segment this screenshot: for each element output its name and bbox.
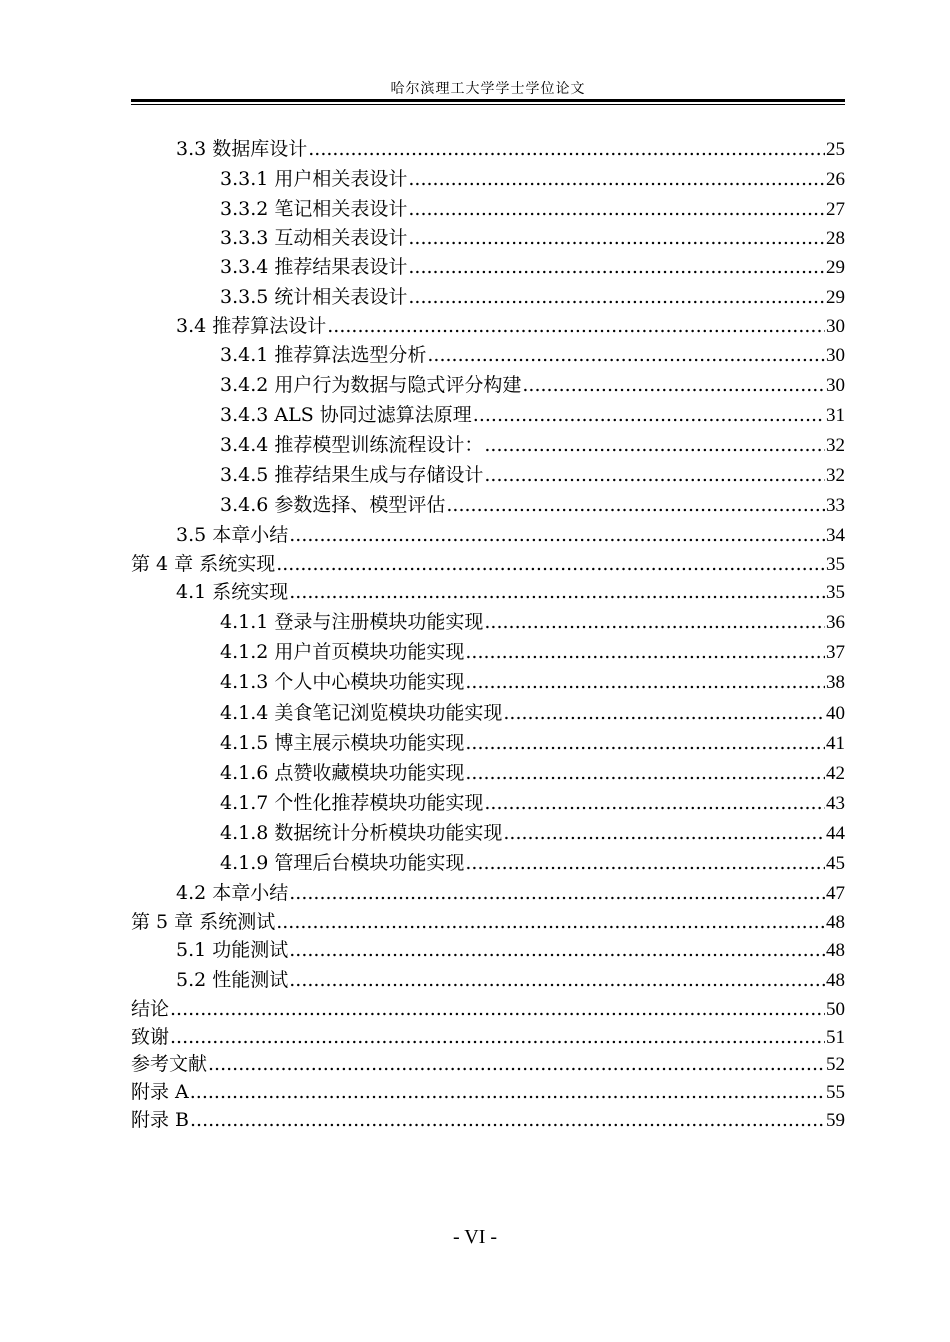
toc-entry-page: 35 [826,582,845,603]
toc-entry[interactable] [220,667,845,694]
header-rule-thin [131,104,845,105]
toc-entry-label: 4.1.6 点赞收藏模块功能实现 [220,762,465,784]
toc-leader [289,939,825,961]
toc-leader [190,1081,825,1103]
toc-entry-label: 4.1.2 用户首页模块功能实现 [220,641,465,663]
toc-entry-page: 33 [826,495,845,516]
toc-entry[interactable] [176,965,845,992]
toc-leader [465,732,825,754]
toc-leader [484,611,825,633]
toc-entry[interactable] [220,698,845,725]
toc-leader [503,702,825,724]
toc-entry[interactable] [220,788,845,815]
toc-entry-page: 32 [826,465,845,486]
toc-entry-page: 27 [826,199,845,220]
toc-entry-page: 48 [826,940,845,961]
toc-entry[interactable] [220,164,845,191]
toc-entry-page: 44 [826,823,845,844]
toc-entry-label: 4.1.3 个人中心模块功能实现 [220,671,465,693]
toc-entry-label: 4.1.4 美食笔记浏览模块功能实现 [220,702,503,724]
page-header-title: 哈尔滨理工大学学士学位论文 [390,81,586,97]
toc-entry-page: 31 [826,405,845,426]
toc-entry-page: 47 [826,883,845,904]
toc-entry[interactable] [220,194,845,221]
toc-entry[interactable] [220,490,845,517]
toc-entry-page: 36 [826,612,845,633]
toc-entry-label: 5.1 功能测试 [176,939,289,961]
toc-entry[interactable] [131,549,845,576]
toc-entry-label: 附录 B [131,1109,190,1131]
toc-entry[interactable] [220,430,845,457]
toc-entry-page: 38 [826,672,845,693]
toc-entry[interactable] [220,460,845,487]
toc-entry[interactable] [176,311,845,338]
toc-entry-page: 30 [826,345,845,366]
toc-entry[interactable] [131,1022,845,1049]
toc-leader [276,911,825,933]
toc-entry-label: 3.4.6 参数选择、模型评估 [220,494,446,516]
toc-entry[interactable] [220,607,845,634]
toc-entry[interactable] [220,223,845,250]
toc-entry-page: 25 [826,139,845,160]
toc-entry-label: 第 4 章 系统实现 [131,553,276,575]
toc-entry[interactable] [176,134,845,161]
toc-entry[interactable] [176,878,845,905]
toc-entry-label: 3.5 本章小结 [176,524,289,546]
toc-entry-page: 30 [826,375,845,396]
toc-entry-page: 34 [826,525,845,546]
toc-entry-label: 3.4.4 推荐模型训练流程设计： [220,434,484,456]
toc-entry-label: 3.3.3 互动相关表设计 [220,227,408,249]
toc-entry[interactable] [220,370,845,397]
toc-entry[interactable] [176,935,845,962]
toc-entry-page: 42 [826,763,845,784]
toc-leader [327,315,825,337]
toc-entry[interactable] [220,400,845,427]
toc-leader [408,198,825,220]
toc-leader [289,581,825,603]
toc-entry-page: 30 [826,316,845,337]
toc-entry-page: 45 [826,853,845,874]
toc-entry-page: 28 [826,228,845,249]
toc-entry[interactable] [131,907,845,934]
toc-leader [408,168,825,190]
toc-leader [484,464,825,486]
toc-entry[interactable] [220,340,845,367]
toc-entry-page: 55 [826,1082,845,1103]
toc-leader [190,1109,825,1131]
toc-leader [484,792,825,814]
header-rule-thick [131,99,845,102]
toc-entry[interactable] [176,520,845,547]
toc-entry[interactable] [220,818,845,845]
toc-leader [465,762,825,784]
toc-entry-label: 参考文献 [131,1053,208,1075]
toc-entry[interactable] [131,1049,845,1076]
toc-entry-label: 3.3.4 推荐结果表设计 [220,256,408,278]
toc-entry-label: 3.4 推荐算法设计 [176,315,327,337]
toc-entry-page: 26 [826,169,845,190]
toc-leader [408,286,825,308]
toc-leader [170,1026,825,1048]
toc-entry[interactable] [220,728,845,755]
toc-entry[interactable] [220,758,845,785]
toc-leader [308,138,825,160]
toc-entry-page: 52 [826,1054,845,1075]
toc-entry[interactable] [220,848,845,875]
toc-entry-page: 43 [826,793,845,814]
toc-leader [408,227,825,249]
toc-entry-page: 35 [826,554,845,575]
toc-entry-page: 32 [826,435,845,456]
toc-leader [484,434,825,456]
toc-entry[interactable] [220,282,845,309]
toc-entry-label: 3.4.2 用户行为数据与隐式评分构建 [220,374,522,396]
toc-entry[interactable] [131,1077,845,1104]
toc-entry-label: 3.3 数据库设计 [176,138,308,160]
toc-leader [289,524,825,546]
toc-entry-label: 第 5 章 系统测试 [131,911,276,933]
toc-leader [522,374,825,396]
toc-entry-label: 附录 A [131,1081,189,1103]
toc-entry[interactable] [220,637,845,664]
toc-leader [289,882,825,904]
toc-leader [427,344,825,366]
toc-leader [465,641,825,663]
toc-entry-label: 3.4.1 推荐算法选型分析 [220,344,427,366]
toc-entry-label: 3.3.5 统计相关表设计 [220,286,408,308]
toc-entry-label: 4.2 本章小结 [176,882,289,904]
toc-leader [473,404,825,426]
toc-entry[interactable] [131,994,845,1021]
toc-entry-label: 4.1 系统实现 [176,581,289,603]
toc-entry[interactable] [131,1105,845,1132]
toc-leader [503,822,825,844]
toc-leader [465,671,825,693]
toc-entry-page: 48 [826,970,845,991]
toc-entry-page: 48 [826,912,845,933]
toc-entry-label: 4.1.1 登录与注册模块功能实现 [220,611,484,633]
toc-leader [446,494,825,516]
toc-entry-page: 59 [826,1110,845,1131]
toc-entry-label: 4.1.5 博主展示模块功能实现 [220,732,465,754]
toc-leader [170,998,825,1020]
toc-leader [408,256,825,278]
toc-leader [208,1053,825,1075]
toc-entry-label: 4.1.8 数据统计分析模块功能实现 [220,822,503,844]
toc-entry-label: 3.4.3 ALS 协同过滤算法原理 [220,404,472,426]
toc-entry-label: 3.4.5 推荐结果生成与存储设计 [220,464,484,486]
toc-leader [465,852,825,874]
page-number: - VI - [452,1226,498,1248]
toc-entry-label: 4.1.7 个性化推荐模块功能实现 [220,792,484,814]
toc-entry[interactable] [176,577,845,604]
toc-entry-page: 29 [826,287,845,308]
toc-leader [276,553,825,575]
toc-entry-label: 结论 [131,998,170,1020]
toc-entry-page: 40 [826,703,845,724]
toc-entry-label: 3.3.2 笔记相关表设计 [220,198,408,220]
toc-entry-page: 37 [826,642,845,663]
toc-entry-page: 41 [826,733,845,754]
toc-entry-label: 4.1.9 管理后台模块功能实现 [220,852,465,874]
toc-entry-page: 29 [826,257,845,278]
toc-entry-label: 5.2 性能测试 [176,969,289,991]
toc-leader [289,969,825,991]
toc-entry-page: 50 [826,999,845,1020]
toc-entry-label: 致谢 [131,1026,170,1048]
toc-entry-label: 3.3.1 用户相关表设计 [220,168,408,190]
toc-entry[interactable] [220,252,845,279]
toc-entry-page: 51 [826,1027,845,1048]
